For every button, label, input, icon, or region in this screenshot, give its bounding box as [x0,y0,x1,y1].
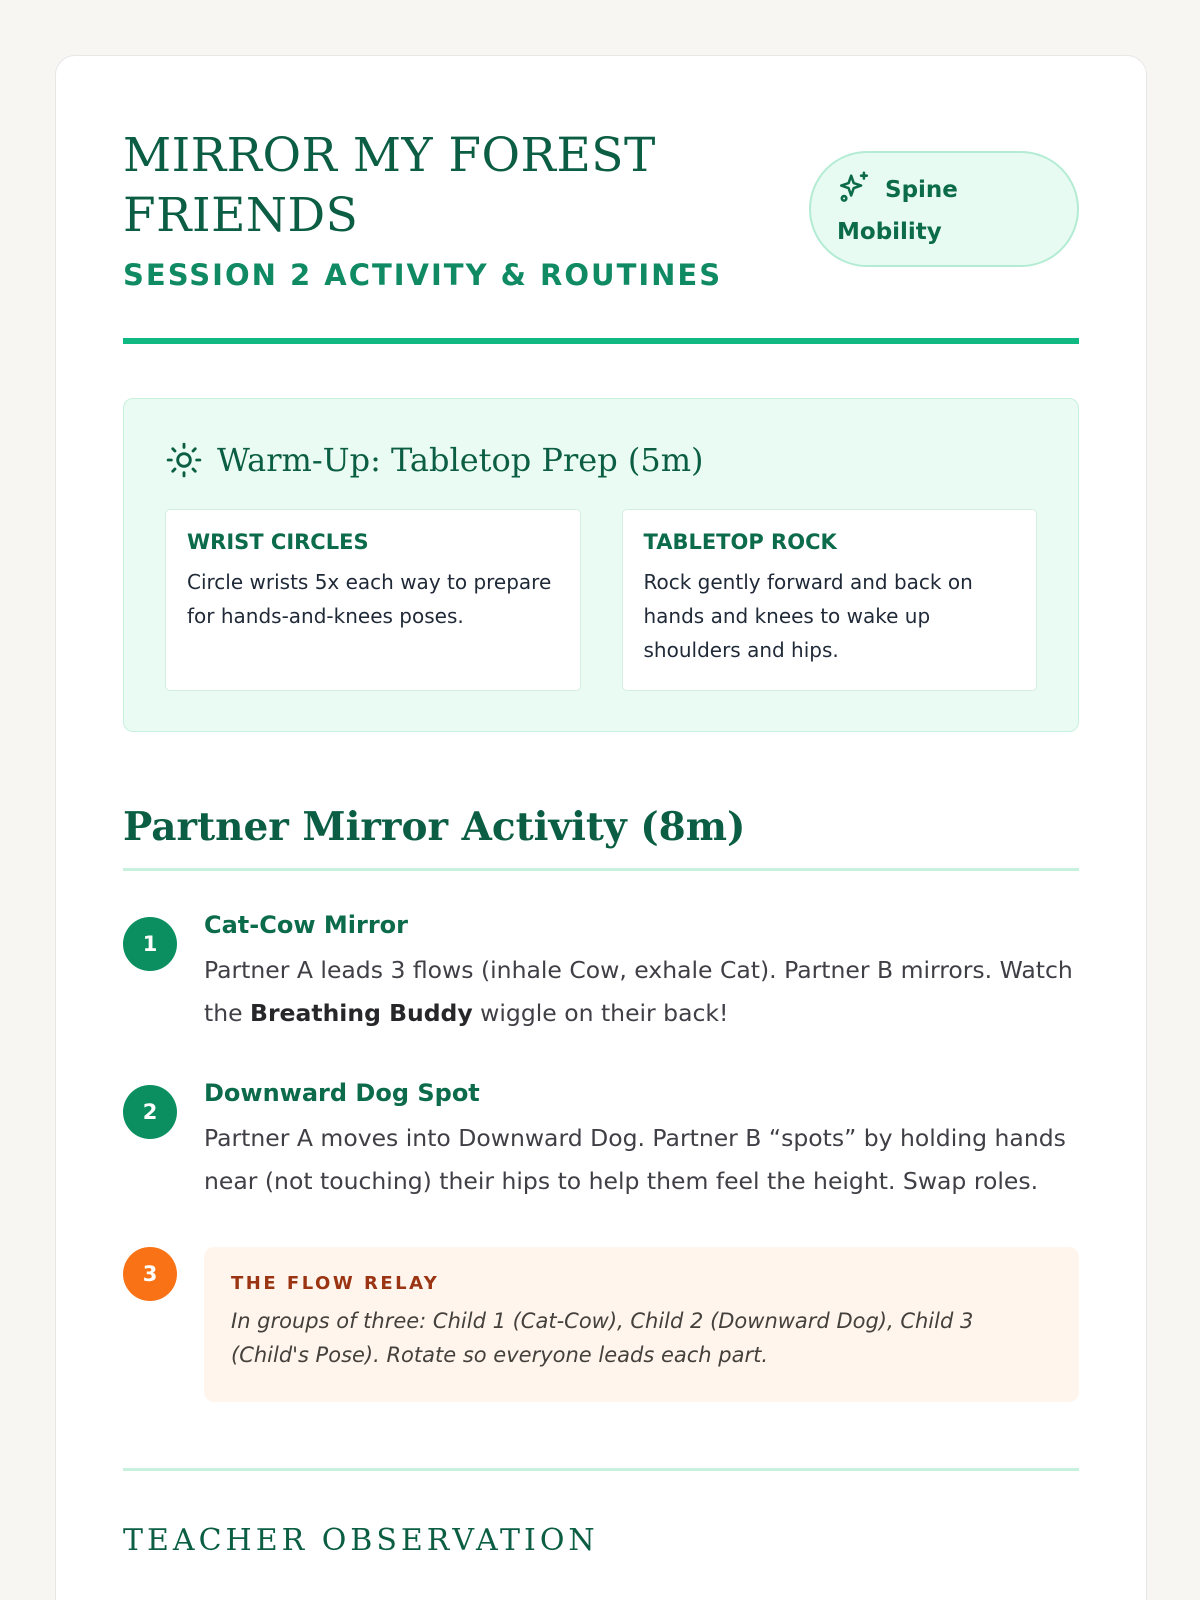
step-text-part: Partner A leads 3 flows (inhale Cow, exhale Cat). Partner B mirrors. Watch the [204,956,1073,1027]
activity-section-title: Partner Mirror Activity (8m) [123,804,1079,871]
step-text-emphasis: Breathing Buddy [250,999,473,1027]
flow-relay-callout [204,1247,1079,1402]
callout-text: In groups of three: Child 1 (Cat-Cow), Child 2 (Downward Dog), Child 3 (Child's Pose). Rotate so everyone leads each part. [231,1309,974,1367]
step-title: Downward Dog Spot [204,1079,480,1107]
observation-heading: TEACHER OBSERVATION [123,1523,599,1558]
step-title: Cat-Cow Mirror [204,911,408,939]
callout-title: THE FLOW RELAY [231,1273,440,1294]
warmup-card-tabletop-rock [622,509,1038,691]
warmup-heading [165,441,1037,479]
step-body [204,911,1079,1035]
step-description [204,949,1079,1035]
title-block [123,126,763,292]
focus-badge [809,151,1079,267]
step-item [123,911,1079,1035]
sparkles-icon [837,170,871,204]
step-item [123,1247,1079,1402]
warmup-card-title: WRIST CIRCLES [187,530,369,554]
page-title: MIRROR MY FOREST FRIENDS [123,128,656,243]
step-text-part: wiggle on their back! [472,999,729,1027]
page-subtitle: SESSION 2 ACTIVITY & ROUTINES [123,258,723,292]
activity-card [55,55,1147,1600]
warmup-card-title: TABLETOP ROCK [643,530,837,554]
activity-steps [123,911,1079,1402]
step-description: Partner A moves into Downward Dog. Partner B “spots” by holding hands near (not touching) their hips to help them feel the height. Swap roles. [204,1124,1066,1195]
warmup-cards [165,509,1037,691]
step-body [204,1079,1079,1203]
section-divider [123,1468,1079,1471]
warmup-card-text: Rock gently forward and back on hands and knees to wake up shoulders and hips. [643,570,973,662]
step-number-badge: 3 [123,1247,177,1301]
step-item [123,1079,1079,1203]
header [123,126,1079,344]
warmup-card-wrist-circles [165,509,581,691]
warmup-card-text: Circle wrists 5x each way to prepare for hands-and-knees poses. [187,570,552,628]
badge-label: Spine Mobility [837,177,958,245]
warmup-panel [123,398,1079,732]
sun-icon [165,441,203,479]
warmup-title: Warm-Up: Tabletop Prep (5m) [217,441,704,479]
step-number-badge: 1 [123,917,177,971]
step-number-badge: 2 [123,1085,177,1139]
